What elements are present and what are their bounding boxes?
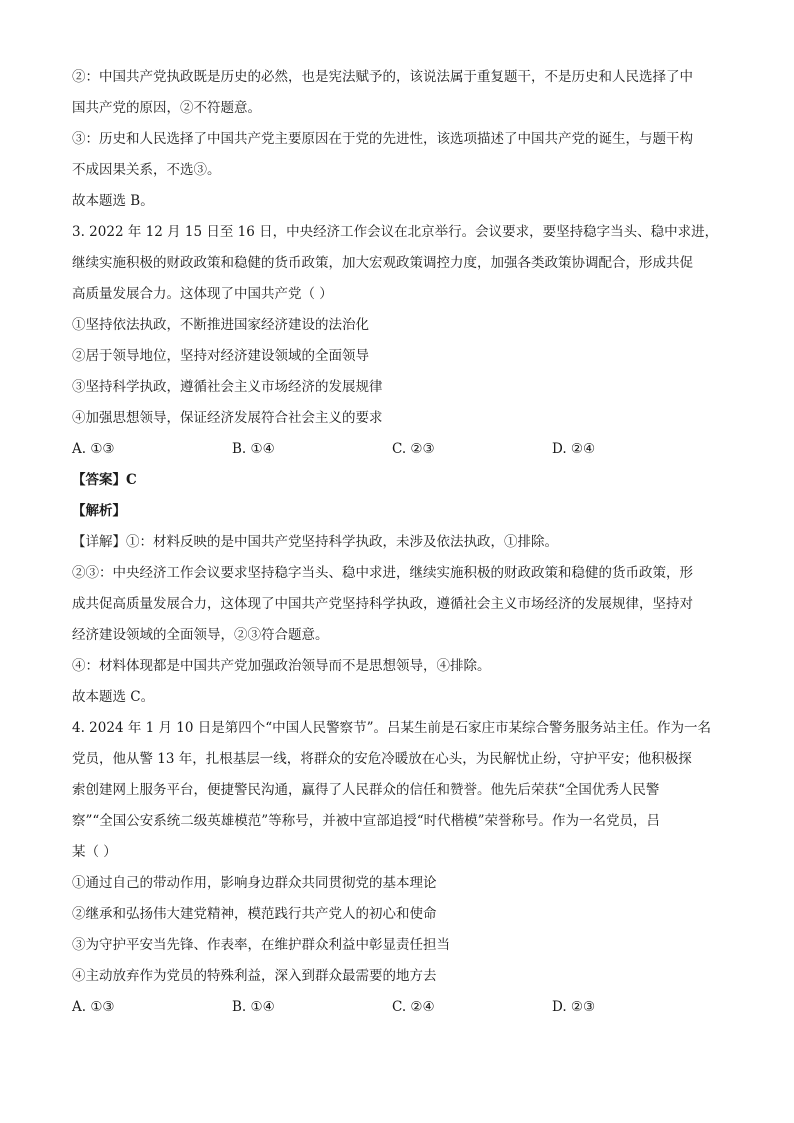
q4-item: ②继承和弘扬伟大建党精神，模范践行共产党人的初心和使命: [72, 906, 437, 922]
q4-option-c: C. ②④: [392, 999, 435, 1015]
prev-analysis-line: ②：中国共产党执政既是历史的必然，也是宪法赋予的，该说法属于重复题干，不是历史和人民选择了中: [72, 69, 693, 85]
q4-stem: 索创建网上服务平台，便捷警民沟通，赢得了人民群众的信任和赞誉。他先后荣获“全国优秀人民警: [72, 782, 660, 798]
q3-option-a: A. ①③: [72, 441, 115, 457]
q3-options: [72, 434, 728, 465]
q4-item: ③为守护平安当先锋、作表率，在维护群众利益中彰显责任担当: [72, 937, 450, 953]
q3-explanation: 【详解】①：材料反映的是中国共产党坚持科学执政，未涉及依法执政，①排除。: [72, 534, 558, 550]
prev-analysis-line: ③：历史和人民选择了中国共产党主要原因在于党的先进性，该选项描述了中国共产党的诞生，与题干构: [72, 131, 693, 147]
q3-stem: 3. 2022 年 12 月 15 日至 16 日，中央经济工作会议在北京举行。会议要求，要坚持稳字当头、稳中求进，: [72, 224, 719, 240]
q3-explanation: ④：材料体现都是中国共产党加强政治领导而不是思想领导，④排除。: [72, 658, 491, 674]
q4-option-a: A. ①③: [72, 999, 115, 1015]
q3-item: ①坚持依法执政，不断推进国家经济建设的法治化: [72, 317, 369, 333]
prev-analysis-line: 国共产党的原因，②不符题意。: [72, 100, 261, 116]
q3-item: ④加强思想领导，保证经济发展符合社会主义的要求: [72, 410, 383, 426]
document-page: [72, 62, 728, 1023]
q3-stem: 高质量发展合力。这体现了中国共产党（ ）: [72, 286, 333, 302]
q3-option-c: C. ②③: [392, 441, 435, 457]
q4-option-d: D. ②③: [552, 999, 596, 1015]
q3-conclusion: 故本题选 C。: [72, 689, 155, 705]
q3-stem: 继续实施积极的财政政策和稳健的货币政策，加大宏观政策调控力度，加强各类政策协调配合，形成共促: [72, 255, 693, 271]
q3-option-b: B. ①④: [232, 441, 275, 457]
q4-stem: 党员，他从警 13 年，扎根基层一线，将群众的安危冷暖放在心头，为民解忧止纷，守护平安；他积极探: [72, 751, 692, 767]
q4-item: ④主动放弃作为党员的特殊利益，深入到群众最需要的地方去: [72, 968, 437, 984]
q3-option-d: D. ②④: [552, 441, 596, 457]
prev-conclusion: 故本题选 B。: [72, 193, 154, 209]
prev-analysis-line: 不成因果关系，不选③。: [72, 162, 221, 178]
q4-option-b: B. ①④: [232, 999, 275, 1015]
q3-explanation: ②③：中央经济工作会议要求坚持稳字当头、稳中求进，继续实施积极的财政政策和稳健的货币政策，形: [72, 565, 693, 581]
q3-explanation: 经济建设领域的全面领导，②③符合题意。: [72, 627, 329, 643]
q4-stem: 某（ ）: [72, 844, 117, 860]
q3-item: ②居于领导地位，坚持对经济建设领域的全面领导: [72, 348, 369, 364]
q4-stem: 察”“全国公安系统二级英雄模范”等称号，并被中宣部追授“时代楷模”荣誉称号。作为一名党员，吕: [72, 813, 661, 829]
q3-analysis-heading: 【解析】: [72, 503, 126, 519]
q3-item: ③坚持科学执政，遵循社会主义市场经济的发展规律: [72, 379, 383, 395]
q3-explanation: 成共促高质量发展合力，这体现了中国共产党坚持科学执政，遵循社会主义市场经济的发展规律，坚持对: [72, 596, 693, 612]
q4-options: [72, 992, 728, 1023]
q4-stem: 4. 2024 年 1 月 10 日是第四个“中国人民警察节”。吕某生前是石家庄市某综合警务服务站主任。作为一名: [72, 720, 712, 736]
q4-item: ①通过自己的带动作用，影响身边群众共同贯彻党的基本理论: [72, 875, 437, 891]
q3-answer: 【答案】C: [72, 472, 137, 488]
